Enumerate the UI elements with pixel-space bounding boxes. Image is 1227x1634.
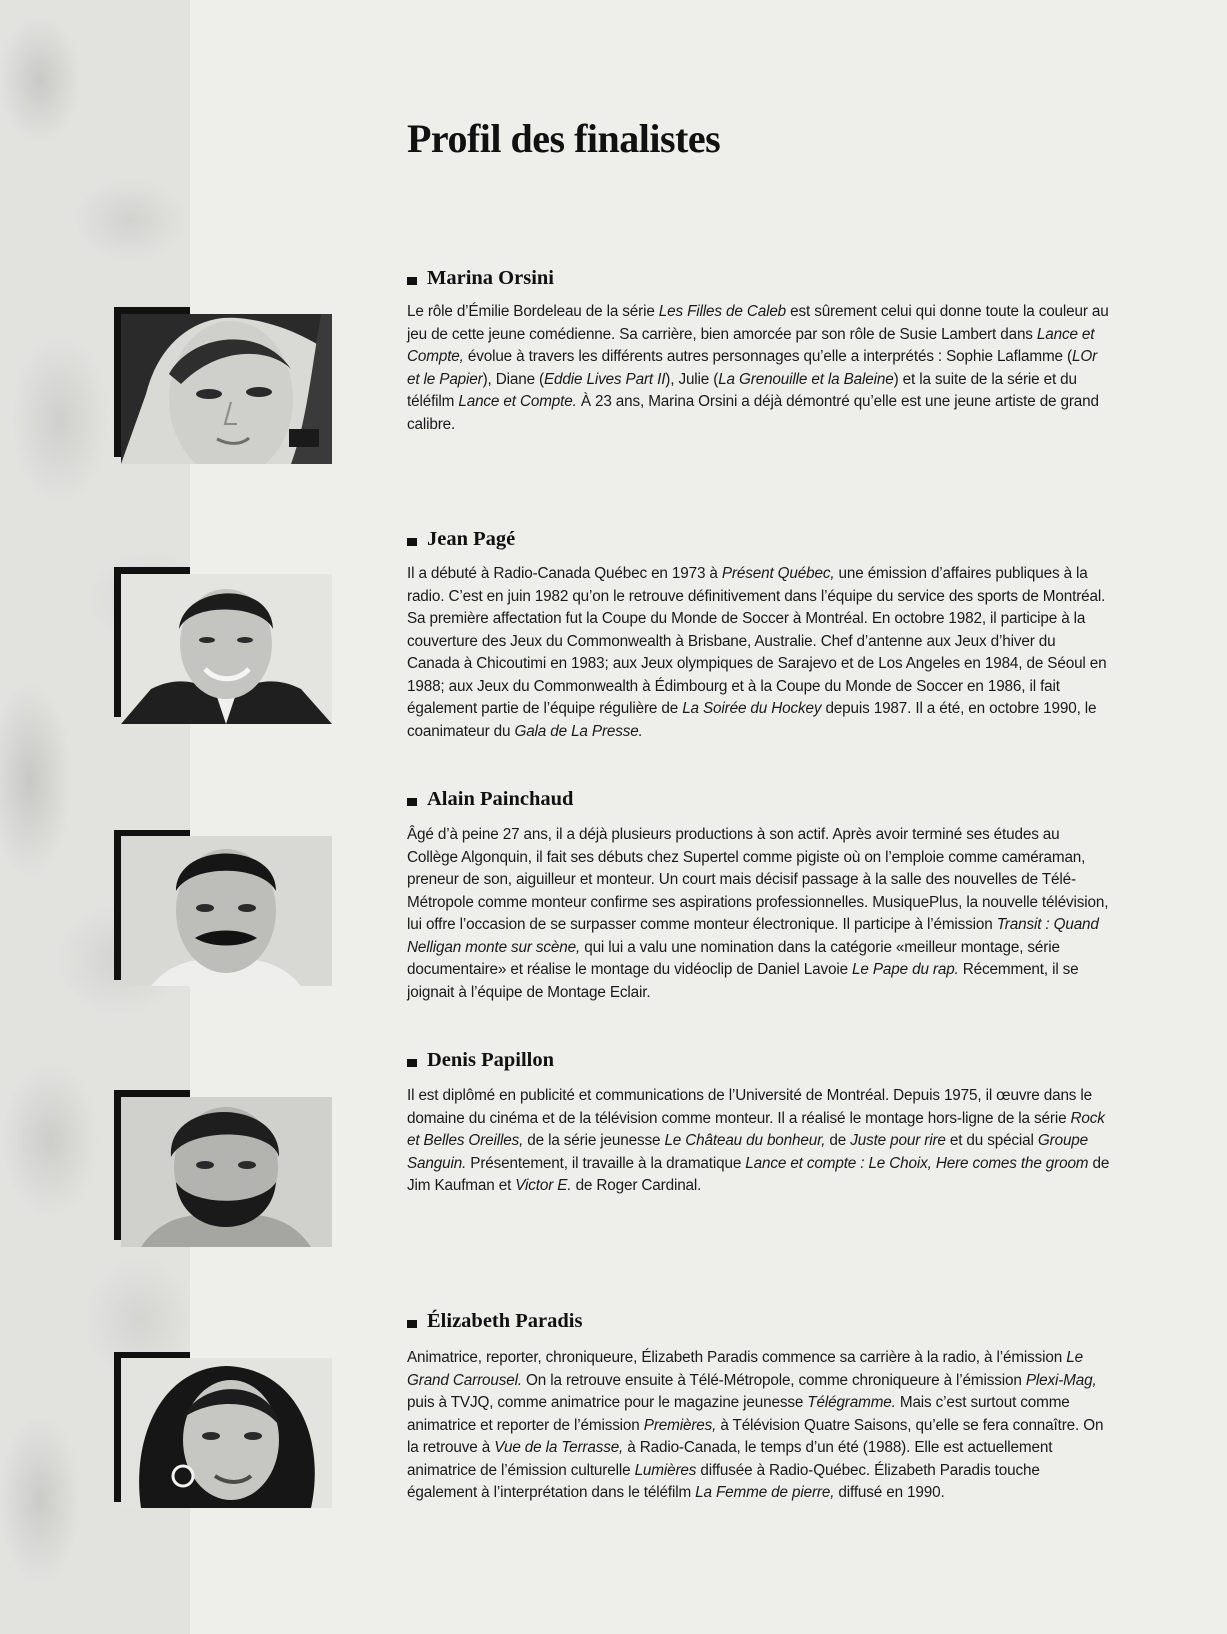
bio-text: ), Diane (	[482, 370, 544, 388]
bio-text: ) et la suite de la série et du téléfilm	[407, 370, 1077, 410]
italic-title: LOr et le Papier	[407, 348, 1098, 388]
bio-text: qui lui a valu une nomination dans la catégorie «meilleur montage, série documentaire» et réalise le montage du vidéoclip de Daniel Lavoie	[407, 938, 1060, 978]
bio-text: Récemment, il se joignait à l’équipe de Montage Eclair.	[407, 961, 1079, 1001]
bio-text: ), Julie (	[665, 370, 719, 388]
bio-text: On la retrouve ensuite à Télé-Métropole, comme chroniqueure à l’émission	[521, 1371, 1026, 1389]
bio-text: Il a débuté à Radio-Canada Québec en 1973 à	[407, 565, 722, 582]
finalist-name	[407, 788, 573, 811]
italic-title: La Femme de pierre,	[695, 1484, 835, 1501]
finalist-name	[407, 1310, 582, 1333]
portrait-photo	[121, 1358, 332, 1508]
bio-text: Animatrice, reporter, chroniqueure, Élizabeth Paradis commence sa carrière à la radio, à l’émission	[407, 1349, 1067, 1366]
italic-title: Le Château du bonheur,	[664, 1132, 826, 1149]
italic-title: Groupe Sanguin.	[407, 1132, 1089, 1172]
italic-title: Les Filles de Caleb	[658, 303, 787, 320]
bio-text: puis à TVJQ, comme animatrice pour le magazine jeunesse	[407, 1394, 808, 1411]
bullet-icon	[407, 1059, 417, 1067]
bio-text: de Jim Kaufman et	[407, 1154, 1110, 1194]
bio-text: depuis 1987. Il a été, en octobre 1990, le coanimateur du	[407, 700, 1097, 740]
bullet-icon	[407, 277, 417, 285]
italic-title: Lance et Compte,	[407, 325, 1095, 365]
bio-text: à Radio-Canada, le temps d’un été (1988). Elle est actuellement animatrice de l’émission culturelle	[407, 1439, 1053, 1479]
bio-text: à Télévision Quatre Saisons, qu’elle se fera connaître. On la retrouve à	[407, 1416, 1104, 1456]
page-title: Profil des finalistes	[407, 116, 721, 161]
italic-title: Eddie Lives Part II	[544, 370, 666, 388]
bullet-icon	[407, 1320, 417, 1328]
italic-title: Lance et compte : Le Choix, Here comes the groom	[745, 1154, 1089, 1172]
italic-title: Le Grand Carrousel.	[407, 1349, 1083, 1389]
finalist-name-text: Denis Papillon	[427, 1049, 555, 1071]
portrait-photo	[121, 314, 332, 464]
italic-title: La Soirée du Hockey	[682, 700, 822, 717]
italic-title: Juste pour rire	[850, 1132, 946, 1149]
finalist-bio	[407, 1347, 1110, 1505]
bio-text: évolue à travers les différents autres personnages qu’elle a interprétés : Sophie Laflamme (	[463, 348, 1072, 365]
portrait-photo	[121, 836, 332, 986]
italic-title: Premières,	[643, 1416, 717, 1434]
portrait-photo	[121, 1097, 332, 1247]
bio-text: de	[825, 1132, 851, 1149]
finalist-bio	[407, 1085, 1110, 1198]
bio-text: Mais c’est surtout comme animatrice et reporter de l’émission	[407, 1394, 1070, 1434]
finalist-name-text: Jean Pagé	[427, 528, 516, 550]
bio-text: Il est diplômé en publicité et communications de l’Université de Montréal. Depuis 1975, il œuvre dans le domaine du cinéma et de la télévision comme monteur. Il a réalisé le montage hors-ligne de la série	[407, 1087, 1093, 1127]
italic-title: Rock et Belles Oreilles,	[407, 1109, 1105, 1149]
italic-title: Transit : Quand Nelligan monte sur scène,	[407, 916, 1099, 956]
italic-title: Vue de la Terrasse,	[494, 1439, 624, 1456]
italic-title: Plexi-Mag,	[1025, 1371, 1097, 1389]
bio-text: diffusé en 1990.	[834, 1484, 945, 1501]
bio-text: Le rôle d’Émilie Bordeleau de la série	[407, 303, 659, 320]
finalist-bio	[407, 824, 1110, 1004]
italic-title: La Grenouille et la Baleine	[718, 370, 894, 388]
bullet-icon	[407, 538, 417, 546]
finalist-name-text: Alain Painchaud	[427, 788, 574, 810]
bio-text: de la série jeunesse	[523, 1132, 665, 1149]
finalist-bio	[407, 563, 1110, 743]
finalist-name-text: Élizabeth Paradis	[427, 1310, 583, 1332]
bio-text: et du spécial	[945, 1132, 1038, 1149]
portrait-photo	[121, 574, 332, 724]
italic-title: Lumières	[634, 1461, 697, 1479]
bio-text: Âgé d’à peine 27 ans, il a déjà plusieurs productions à son actif. Après avoir terminé ses études au Collège Algonquin, il fait ses débuts chez Supertel comme pigiste où on l’emploie comme caméraman, preneur de son, aiguilleur et monteur. Un court mais décisif passage à la salle des nouvelles de Télé-Métropole comme monteur confirme ses aspirations professionnelles. MusiquePlus, la nouvelle télévision, lui offre l’occasion de se surpasser comme monteur électronique. Il participe à l’émission	[407, 826, 1109, 933]
italic-title: Lance et Compte.	[458, 393, 577, 410]
bio-text: une émission d’affaires publiques à la radio. C’est en juin 1982 qu’on le retrouve définitivement dans l’équipe du service des sports de Montréal. Sa première affectation fut la Coupe du Monde de Soccer à Montréal. En octobre 1982, il participe à la couverture des Jeux du Commonwealth à Brisbane, Australie. Chef d’antenne aux Jeux d’hiver du Canada à Chicoutimi en 1983; aux Jeux olympiques de Sarajevo et de Los Angeles en 1984, de Séoul en 1988; aux Jeux du Commonwealth à Édimbourg et à la Coupe du Monde de Soccer en 1986, il fait également partie de l’équipe régulière de	[407, 565, 1107, 717]
bio-text: Présentement, il travaille à la dramatique	[466, 1154, 746, 1172]
finalist-name	[407, 267, 554, 290]
finalist-name	[407, 528, 515, 551]
italic-title: Présent Québec,	[721, 565, 835, 582]
italic-title: Télégramme.	[807, 1394, 896, 1411]
italic-title: Le Pape du rap.	[852, 961, 959, 978]
finalist-name-text: Marina Orsini	[427, 267, 554, 289]
bio-text: de Roger Cardinal.	[571, 1177, 702, 1194]
bio-text: est sûrement celui qui donne toute la couleur au jeu de cette jeune comédienne. Sa carrière, bien amorcée par son rôle de Susie Lambert dans	[407, 303, 1109, 343]
italic-title: Gala de La Presse.	[514, 722, 643, 740]
italic-title: Victor E.	[515, 1177, 572, 1194]
bullet-icon	[407, 798, 417, 806]
finalist-bio	[407, 301, 1110, 436]
bio-text: diffusée à Radio-Québec. Élizabeth Paradis touche également à l’interprétation dans le téléfilm	[407, 1461, 1040, 1501]
finalist-name	[407, 1049, 554, 1072]
bio-text: À 23 ans, Marina Orsini a déjà démontré qu’elle est une jeune artiste de grand calibre.	[407, 393, 1099, 433]
